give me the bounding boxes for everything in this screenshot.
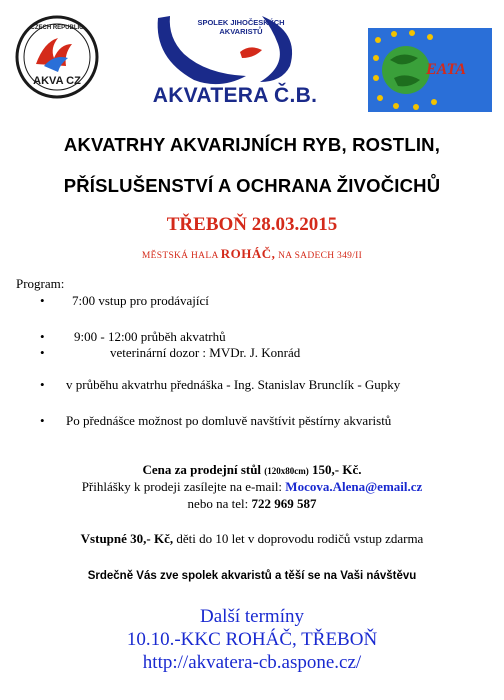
entry-line (0, 531, 504, 547)
next-dates-label: Další termíny (200, 606, 304, 627)
price-label: Cena za prodejní stůl (142, 462, 262, 477)
apply-line (0, 479, 504, 495)
fish-mark-icon (240, 47, 262, 58)
akva-cz-text: AKVA CZ (33, 75, 81, 87)
event-date: TŘEBOŇ 28.03.2015 (166, 214, 338, 235)
akva-cz-emblem (14, 14, 100, 100)
program-item-text: 7:00 vstup pro prodávající (72, 293, 209, 308)
apply-text: Přihlášky k prodeji zasílejte na e-mail: (81, 479, 283, 494)
program-item (40, 293, 209, 309)
program-item-text: Po přednášce možnost po domluvě navštívit pěstírny akvaristů (66, 413, 392, 428)
program-item (40, 329, 226, 345)
globe-icon (382, 46, 430, 94)
program-item (40, 377, 400, 393)
venue-address: NA SADECH 349/II (278, 251, 363, 261)
venue-prefix: MĚSTSKÁ HALA (141, 251, 219, 261)
invitation (0, 567, 504, 583)
price-value: 150,- Kč. (312, 462, 362, 477)
headline-line-1: AKVATRHY AKVARIJNÍCH RYB, ROSTLIN, (63, 134, 441, 155)
phone-prefix: nebo na tel: (187, 496, 249, 511)
bullet-icon: • (40, 377, 45, 392)
email-link[interactable]: Mocova.Alena@email.cz (285, 479, 423, 494)
program-item-text: veterinární dozor : MVDr. J. Konrád (110, 345, 301, 360)
headline-line-2: PŘÍSLUŠENSTVÍ A OCHRANA ŽIVOČICHŮ (63, 175, 441, 196)
program-item-text: 9:00 - 12:00 průběh akvatrhů (74, 329, 226, 344)
bullet-icon: • (40, 293, 45, 308)
program-item-text: v průběhu akvatrhu přednáška - Ing. Stanislav Brunclík - Gupky (66, 377, 401, 392)
bullet-icon: • (40, 413, 45, 428)
price-size: (120x80cm) (264, 466, 309, 476)
bullet-icon: • (40, 345, 45, 360)
akva-cz-arc-text: CZECH REPUBLIC (30, 25, 84, 31)
eata-text: EATA (426, 61, 467, 78)
event-venue (0, 246, 504, 262)
akvatera-subtitle: SPOLEK JIHOČESKÝCH AKVARISTŮ (197, 18, 285, 36)
venue-name: ROHÁČ, (220, 246, 276, 261)
akvatera-logo (150, 10, 320, 114)
phone-line (0, 496, 504, 512)
price-line (0, 462, 504, 478)
entry-text: děti do 10 let v doprovodu rodičů vstup zdarma (176, 531, 424, 546)
program-item (40, 413, 391, 429)
bullet-icon: • (40, 329, 45, 344)
phone-number: 722 969 587 (251, 496, 317, 511)
website-link[interactable]: http://akvatera-cb.aspone.cz/ (142, 652, 362, 673)
eata-emblem (368, 28, 492, 112)
program-label: Program: (16, 276, 65, 291)
entry-label: Vstupné 30,- Kč, (80, 531, 174, 546)
invitation-text: Srdečně Vás zve spolek akvaristů a těší se na Vaši návštěvu (87, 570, 417, 582)
next-date: 10.10.-KKC ROHÁČ, TŘEBOŇ (126, 629, 378, 650)
akvatera-title: AKVATERA Č.B. (152, 84, 318, 107)
program-item (40, 345, 300, 361)
akva-cz-logo (14, 14, 100, 100)
eata-logo (368, 28, 492, 112)
